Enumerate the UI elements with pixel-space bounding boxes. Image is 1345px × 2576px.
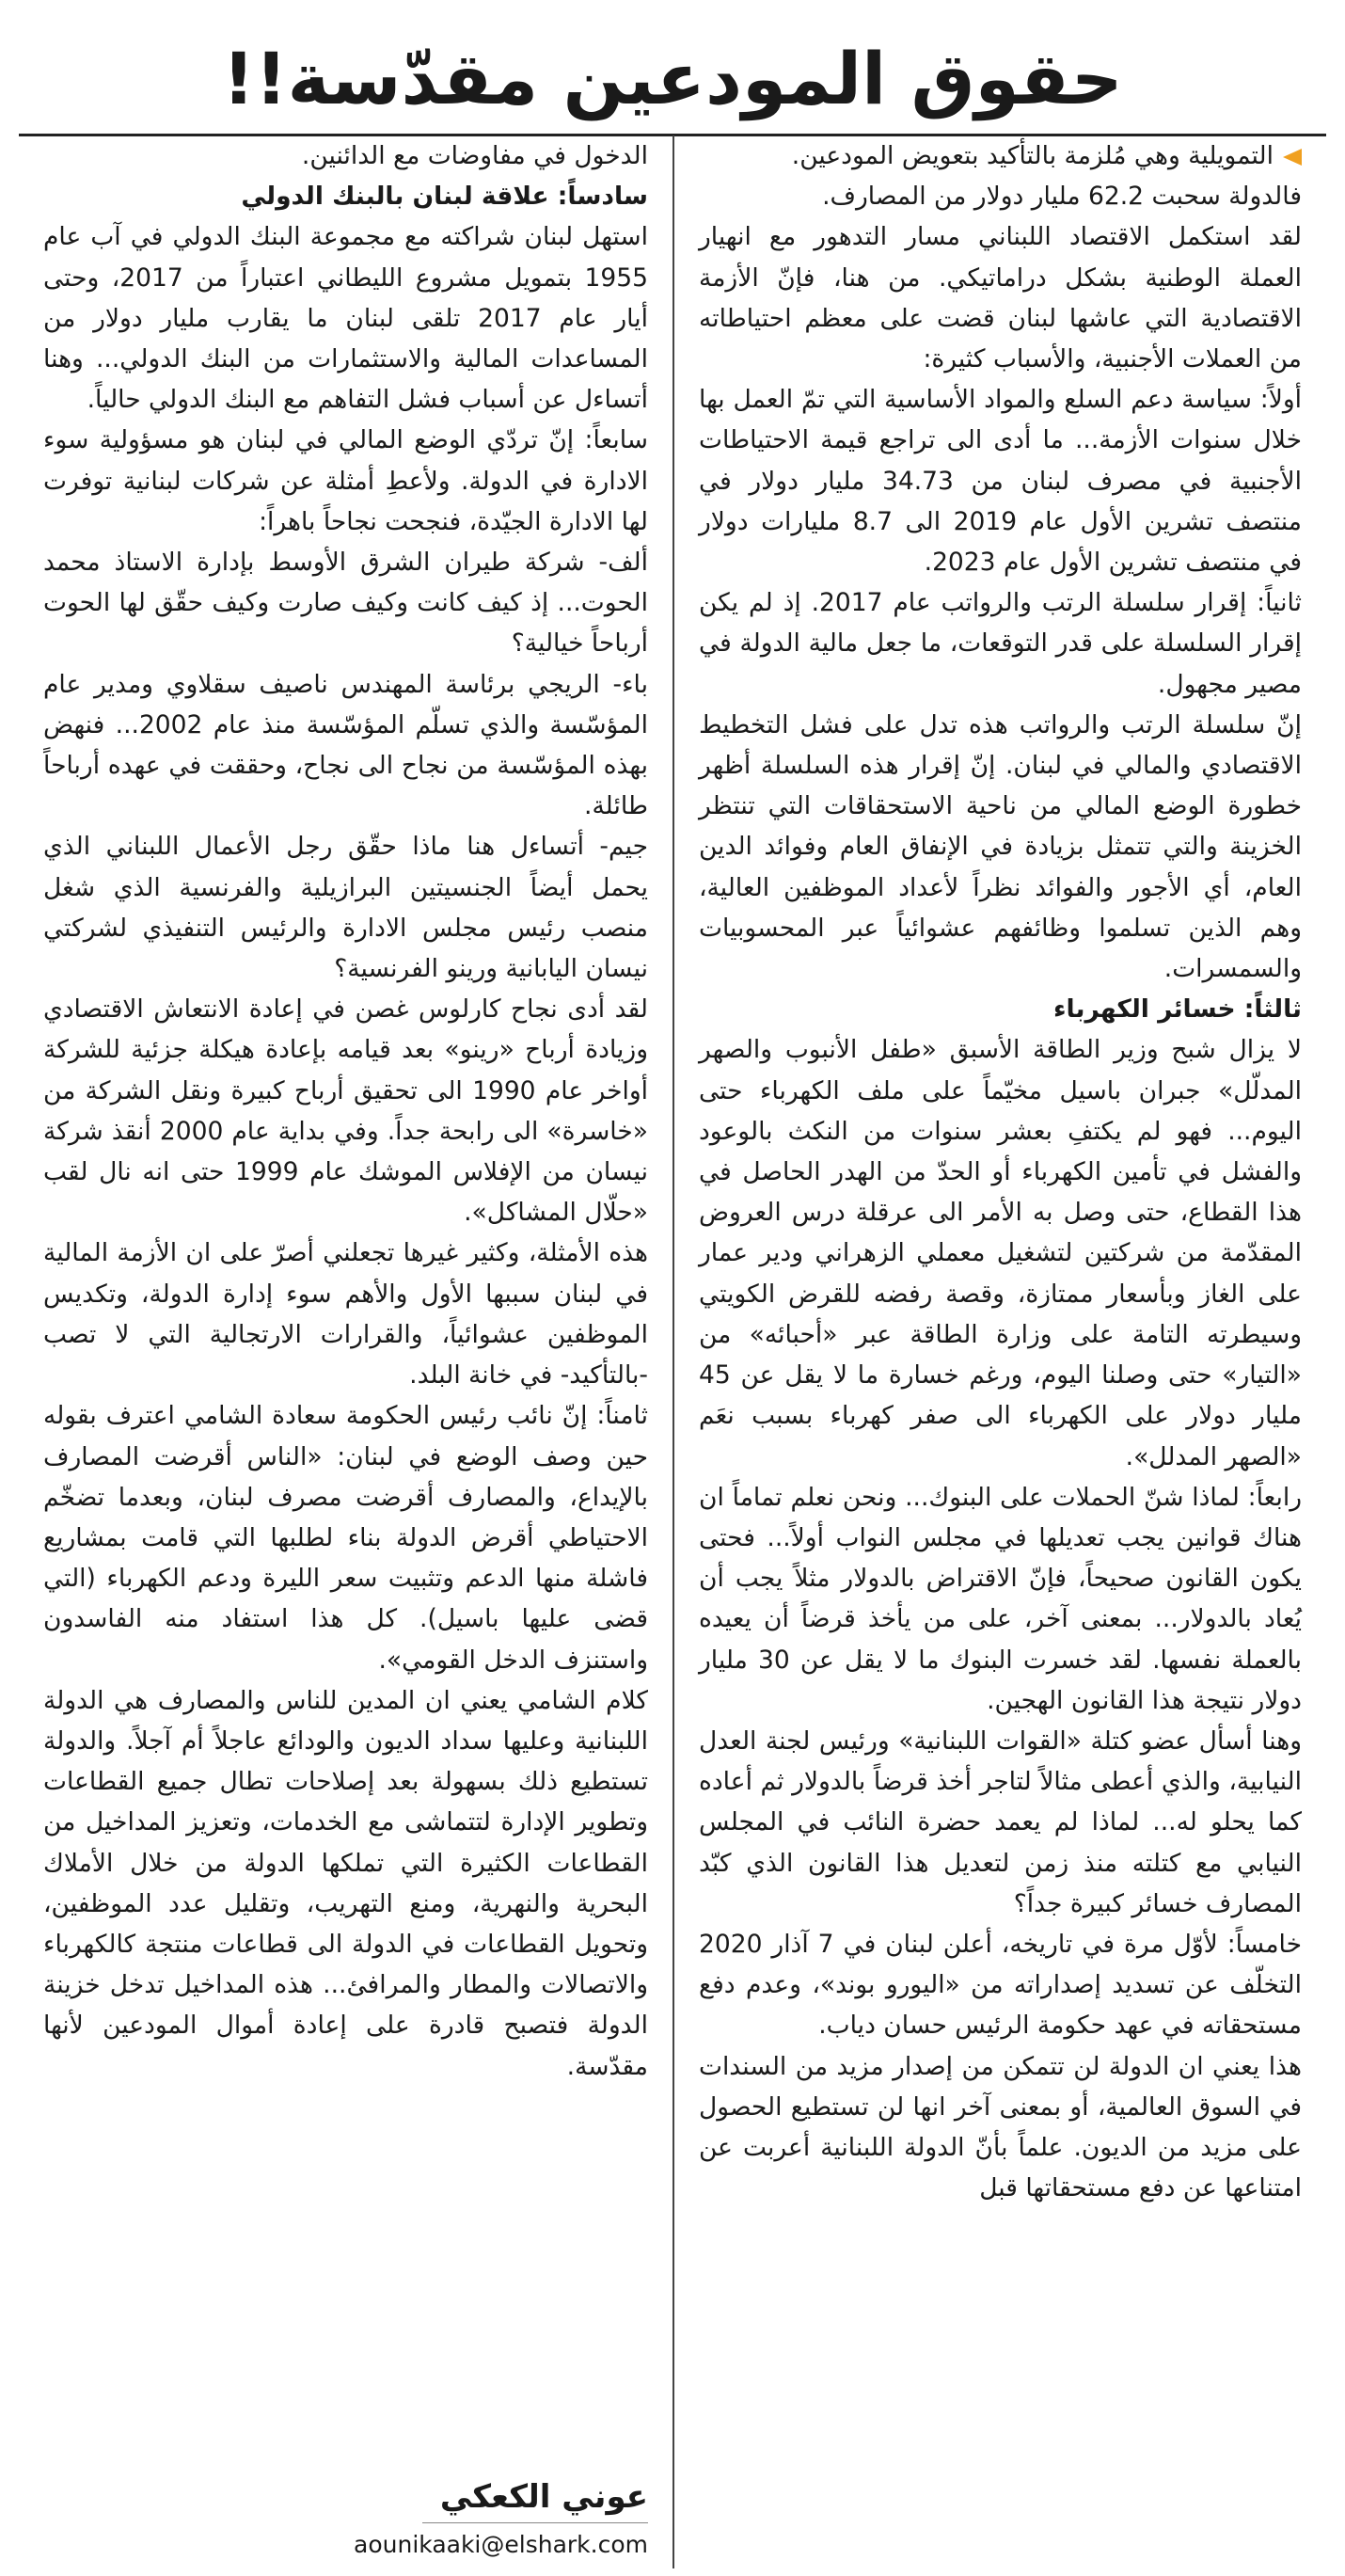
paragraph: جيم- أتساءل هنا ماذا حقّق رجل الأعمال اللبناني الذي يحمل أيضاً الجنسيتين البرازيلية والفرنسية الذي شغل منصب رئيس مجلس الادارة والرئيس التنفيذي لشركتي نيسان اليابانية ورينو الفرنسية؟: [43, 832, 648, 984]
paragraph: لا يزال شبح وزير الطاقة الأسبق «طفل الأنبوب والصهر المدلّل» جبران باسيل مخيّماً على ملف الكهرباء حتى اليوم... فهو لم يكتفِ بعشر سنوات من النكث بالوعود والفشل في تأمين الكهرباء أو الحدّ من الهدر الحاصل في هذا القطاع، حتى وصل به الأمر الى عرقلة درس العروض المقدّمة من شركتين لتشغيل معملي الزهراني ودير عمار على الغاز وبأسعار ممتازة، وقصة رفضه للقرض الكويتي وسيطرته التامة على وزارة الطاقة عبر «أحبائه» من «التيار» حتى وصلنا اليوم، ورغم خسارة ما لا يقل عن 45 مليار دولار على الكهرباء الى صفر كهرباء بسبب نعَم «الصهر المدلل».: [699, 1035, 1302, 1471]
paragraph: سابعاً: إنّ تردّي الوضع المالي في لبنان هو مسؤولية سوء الادارة في الدولة. ولأعطِ أمثلة عن شركات لبنانية توفرت لها الادارة الجيّدة، فنجحت نجاحاً باهراً:: [43, 425, 648, 536]
paragraph: ثامناً: إنّ نائب رئيس الحكومة سعادة الشامي اعترف بقوله حين وصف الوضع في لبنان: «الناس أقرضت المصارف بالإيداع، والمصارف أقرضت مصرف لبنان، وبعدما تضخّم الاحتياطي أقرض الدولة بناء لطلبها التي قامت بمشاريع فاشلة منها الدعم وتثبيت سعر الليرة ودعم الكهرباء (التي قضى عليها باسيل). كل هذا استفاد منه الفاسدون واستنزف الدخل القومي».: [43, 1401, 648, 1675]
paragraph: رابعاً: لماذا شنّ الحملات على البنوك... ونحن نعلم تماماً ان هناك قوانين يجب تعديلها في مجلس النواب أولاً... فحتى يكون القانون صحيحاً، فإنّ الاقتراض بالدولار مثلاً يجب أن يُعاد بالدولار... بمعنى آخر، على من يأخذ قرضاً أن يعيده بالعملة نفسها. لقد خسرت البنوك ما لا يقل عن 30 مليار دولار نتيجة هذا القانون الهجين.: [699, 1482, 1303, 1715]
arrow-icon: [1283, 149, 1302, 166]
section-heading: ثالثاً: خسائر الكهرباء: [1053, 994, 1302, 1025]
paragraph-text: التمويلية وهي مُلزمة بالتأكيد بتعويض المودعين.: [791, 141, 1274, 170]
paragraph: استهل لبنان شراكته مع مجموعة البنك الدولي في آب عام 1955 بتمويل مشروع الليطاني اعتباراً من 2017، وحتى أيار عام 2017 تلقى لبنان ما يقارب مليار دولار من المساعدات المالية والاستثمارات من البنك الدولي... وهنا أتساءل عن أسباب فشل التفاهم مع البنك الدولي حالياً.: [43, 222, 648, 415]
paragraph: لقد أدى نجاح كارلوس غصن في إعادة الانتعاش الاقتصادي وزيادة أرباح «رينو» بعد قيامه بإعادة هيكلة جزئية للشركة أواخر عام 1990 الى تحقيق أرباح كبيرة ونقل الشركة من «خاسرة» الى رابحة جداً. وفي بداية عام 2000 أنقذ شركة نيسان من الإفلاس الموشك عام 1999 حتى انه نال لقب «حلّال المشاكل».: [43, 994, 648, 1228]
author-name: عوني الكعكي: [439, 2478, 648, 2516]
paragraph: أولاً: سياسة دعم السلع والمواد الأساسية التي تمّ العمل بها خلال سنوات الأزمة... ما أدى الى تراجع قيمة الاحتياطات الأجنبية في مصرف لبنان من 34.73 مليار دولار في منتصف تشرين الأول عام 2019 الى 8.7 مليارات دولار في منتصف تشرين الأول عام 2023.: [699, 385, 1302, 578]
paragraph: كلام الشامي يعني ان المدين للناس والمصارف هي الدولة اللبنانية وعليها سداد الديون والودائع عاجلاً أم آجلاً. والدولة تستطيع ذلك بسهولة بعد إصلاحات تطال جميع القطاعات وتطوير الإدارة لتتماشى مع الخدمات، وتعزيز المداخيل من القطاعات الكثيرة التي تملكها الدولة من خلال الأملاك البحرية والنهرية، ومنع التهريب، وتقليل عدد الموظفين، وتحويل القطاعات في الدولة الى قطاعات منتجة كالكهرباء والاتصالات والمطار والمرافئ... هذه المداخيل تدخل خزينة الدولة فتصبح قادرة على إعادة أموال المودعين لأنها مقدّسة.: [43, 1685, 648, 2081]
article-headline: حقوق المودعين مقدّسة!!: [222, 36, 1123, 120]
paragraph: خامساً: لأوّل مرة في تاريخه، أعلن لبنان في 7 آذار 2020 التخلّف عن تسديد إصداراته من «اليورو بوند»، وعدم دفع مستحقاته في عهد حكومة الرئيس حسان دياب.: [699, 1929, 1302, 2041]
paragraph: ألف- شركة طيران الشرق الأوسط بإدارة الاستاذ محمد الحوت... إذ كيف كانت وكيف صارت وكيف حقّق لها الحوت أرباحاً خيالية؟: [43, 548, 648, 659]
byline-divider: [422, 2522, 648, 2523]
left-column: [19, 135, 672, 2568]
paragraph: هذا يعني ان الدولة لن تتمكن من إصدار مزيد من السندات في السوق العالمية، أو بمعنى آخر انها لن تستطيع الحصول على مزيد من الديون. علماً بأنّ الدولة اللبنانية أعربت عن امتناعها عن دفع مستحقاتها قبل: [699, 2051, 1302, 2203]
paragraph: ثانياً: إقرار سلسلة الرتب والرواتب عام 2017. إذ لم يكن إقرار السلسلة على قدر التوقعات، ما جعل مالية الدولة في مصير مجهول.: [699, 588, 1302, 699]
paragraph: فالدولة سحبت 62.2 مليار دولار من المصارف.: [822, 182, 1302, 212]
article-page: [19, 8, 1326, 2568]
paragraph: إنّ سلسلة الرتب والرواتب هذه تدل على فشل التخطيط الاقتصادي والمالي في لبنان. إنّ إقرار هذه السلسلة أظهر خطورة الوضع المالي من ناحية الاستحقاقات التي تنتظر الخزينة والتي تتمثل بزيادة في الإنفاق العام وفوائد الدين العام، أي الأجور والفوائد نظراً لأعداد الموظفين العالية، وهم الذين تسلموا وظائفهم عشوائياً عبر المحسوبيات والسمسرات.: [699, 709, 1302, 984]
paragraph: لقد استكمل الاقتصاد اللبناني مسار التدهور مع انهيار العملة الوطنية بشكل دراماتيكي. من هنا، فإنّ الأزمة الاقتصادية التي عاشها لبنان قضت على معظم احتياطاته من العملات الأجنبية، والأسباب كثيرة:: [699, 222, 1302, 374]
paragraph: الدخول في مفاوضات مع الدائنين.: [301, 141, 648, 170]
section-heading: سادساً: علاقة لبنان بالبنك الدولي: [241, 182, 648, 212]
paragraph: [699, 135, 1302, 176]
paragraph: هذه الأمثلة، وكثير غيرها تجعلني أصرّ على ان الأزمة المالية في لبنان سببها الأول والأهم سوء إدارة الدولة، وتكديس الموظفين عشوائياً، والقرارات الارتجالية التي لا تصب -بالتأكيد- في خانة البلد.: [43, 1238, 648, 1391]
paragraph: باء- الريجي برئاسة المهندس ناصيف سقلاوي ومدير عام المؤسّسة والذي تسلّم المؤسّسة منذ عام 2002... فنهض بهذه المؤسّسة من نجاح الى نجاح، وحققت في عهده أرباحاً طائلة.: [43, 669, 648, 821]
author-email[interactable]: aounikaaki@elshark.com: [354, 2531, 648, 2558]
right-column: [672, 135, 1326, 2568]
byline: [43, 2475, 648, 2561]
paragraph: وهنا أسأل عضو كتلة «القوات اللبنانية» ورئيس لجنة العدل النيابية، والذي أعطى مثالاً لتاجر أخذ قرضاً بالدولار ثم أعاده كما يحلو له... لماذا لم يعمد حضرة النائب في المجلس النيابي مع كتلته منذ زمن لتعديل هذا القانون الذي كبّد المصارف خسائر كبيرة جداً؟: [699, 1725, 1302, 1918]
article-columns: [19, 135, 1326, 2568]
